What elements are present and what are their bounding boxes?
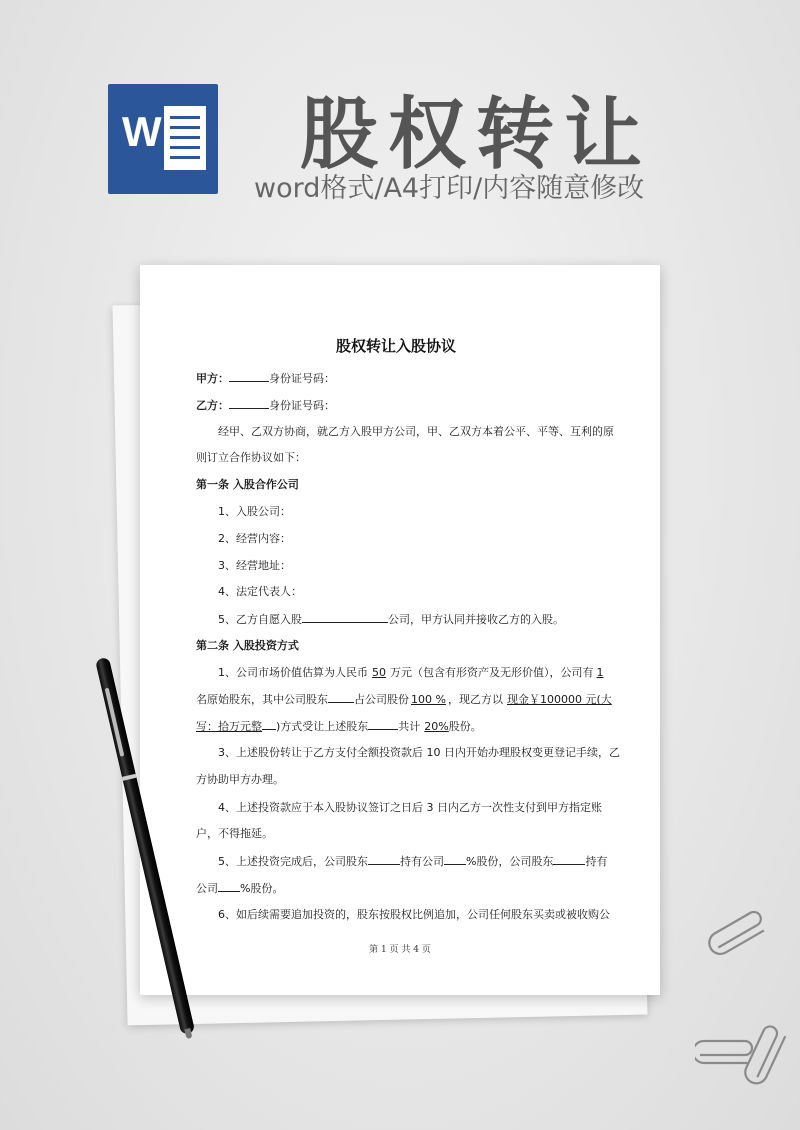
paragraph-5-line-1: 5、上述投资完成后，公司股东 持有公司 %股份，公司股东 持有	[218, 855, 608, 868]
paragraph-1-line-3: 写：拾万元整 )方式受让上述股东 共计 20%股份。	[196, 720, 482, 733]
article-1-item-1: 1、入股公司：	[218, 505, 291, 518]
article-1-item-3: 3、经营地址：	[218, 559, 291, 572]
paragraph-3-line-1: 3、上述股份转让于乙方支付全额投资款后 10 日内开始办理股权变更登记手续，乙	[218, 746, 620, 759]
document-page	[140, 265, 660, 995]
paragraph-6-line-1: 6、如后续需要追加投资的，股东按股权比例追加，公司任何股东买卖或被收购公	[218, 908, 610, 921]
article-1-item-2: 2、经营内容：	[218, 532, 291, 545]
main-title: 股权转让	[300, 90, 653, 180]
logo-letter: W	[122, 108, 162, 155]
party-b-line: 乙方： 身份证号码：	[196, 399, 335, 412]
paragraph-1-line-2: 名原始股东，其中公司股东 占公司股份 100 % ，现乙方以 现金￥100000 元(大	[196, 693, 612, 706]
word-logo-icon	[108, 84, 218, 194]
document-title: 股权转让入股协议	[335, 337, 456, 355]
paperclip-icon-2	[695, 1010, 795, 1090]
paragraph-5-line-2: 公司 %股份。	[196, 882, 284, 895]
logo-page	[164, 106, 206, 170]
article-2-title: 第二条 入股投资方式	[196, 639, 299, 652]
paragraph-1-line-1: 1、公司市场价值估算为人民币 50 万元（包含有形资产及无形价值），公司有 1	[218, 666, 604, 679]
intro-line-2: 则订立合作协议如下：	[196, 451, 306, 464]
article-1-item-4: 4、法定代表人：	[218, 585, 302, 598]
paragraph-4-line-2: 户，不得拖延。	[196, 827, 273, 840]
paragraph-3-line-2: 方协助甲方办理。	[196, 773, 284, 786]
article-1-title: 第一条 入股合作公司	[196, 478, 299, 491]
subtitle: word格式/A4打印/内容随意修改	[254, 173, 645, 204]
article-1-item-5: 5、乙方自愿入股 公司，甲方认同并接收乙方的入股。	[218, 613, 564, 626]
party-a-line: 甲方： 身份证号码：	[196, 372, 335, 385]
intro-line-1: 经甲、乙双方协商，就乙方入股甲方公司，甲、乙双方本着公平、平等、互利的原	[218, 425, 614, 438]
page-footer: 第 1 页 共 4 页	[369, 945, 431, 955]
paragraph-4-line-1: 4、上述投资款应于本入股协议签订之日后 3 日内乙方一次性支付到甲方指定账	[218, 801, 602, 814]
paperclip-icon	[705, 905, 775, 965]
